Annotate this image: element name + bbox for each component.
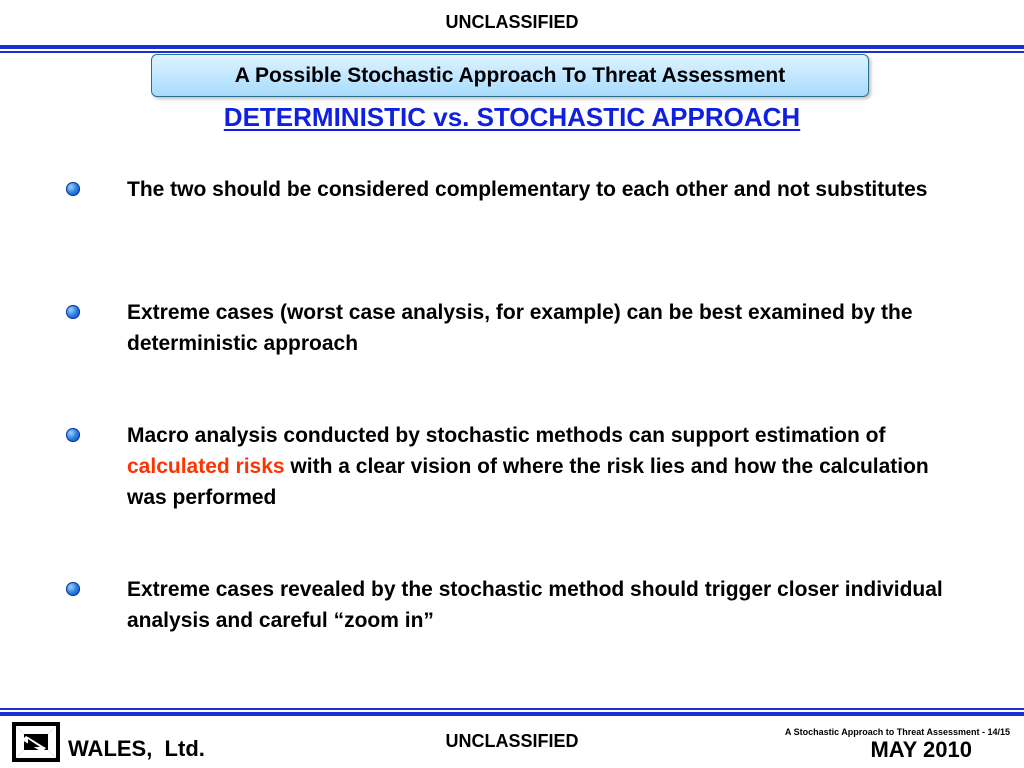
bullet-text: Extreme cases revealed by the stochastic method should trigger closer individual analysis and careful “zoom in” xyxy=(127,578,943,632)
bullet-icon xyxy=(66,305,80,319)
bullet-icon xyxy=(66,582,80,596)
slide-heading: DETERMINISTIC vs. STOCHASTIC APPROACH xyxy=(223,102,801,132)
bullet-text-before: Macro analysis conducted by stochastic methods can support estimation of xyxy=(127,424,886,447)
slide-reference: A Stochastic Approach to Threat Assessment - 14/15 xyxy=(784,727,1010,737)
classification-bottom: UNCLASSIFIED xyxy=(445,731,579,751)
bullet-icon xyxy=(66,182,80,196)
bottom-rule-thick xyxy=(0,712,1024,716)
bullet-text-after: with a clear vision of where the risk lies and how the calculation was performed xyxy=(127,455,929,509)
classification-top: UNCLASSIFIED xyxy=(445,12,579,32)
title-banner xyxy=(151,54,869,97)
banner-title: A Possible Stochastic Approach To Threat Assessment xyxy=(234,63,786,87)
bottom-rule-thin xyxy=(0,708,1024,710)
slide-date: MAY 2010 xyxy=(870,737,972,762)
bullet-text: Extreme cases (worst case analysis, for example) can be best examined by the deterministic approach xyxy=(127,301,913,355)
top-rule-thick xyxy=(0,45,1024,49)
highlight-calculated-risks: calculated risks xyxy=(127,455,285,478)
bullet-icon xyxy=(66,428,80,442)
bullet-text: The two should be considered complementary to each other and not substitutes xyxy=(127,178,928,201)
bullet-text xyxy=(127,420,947,513)
company-name: WALES, Ltd. xyxy=(68,736,205,761)
top-rule-thin xyxy=(0,51,1024,53)
